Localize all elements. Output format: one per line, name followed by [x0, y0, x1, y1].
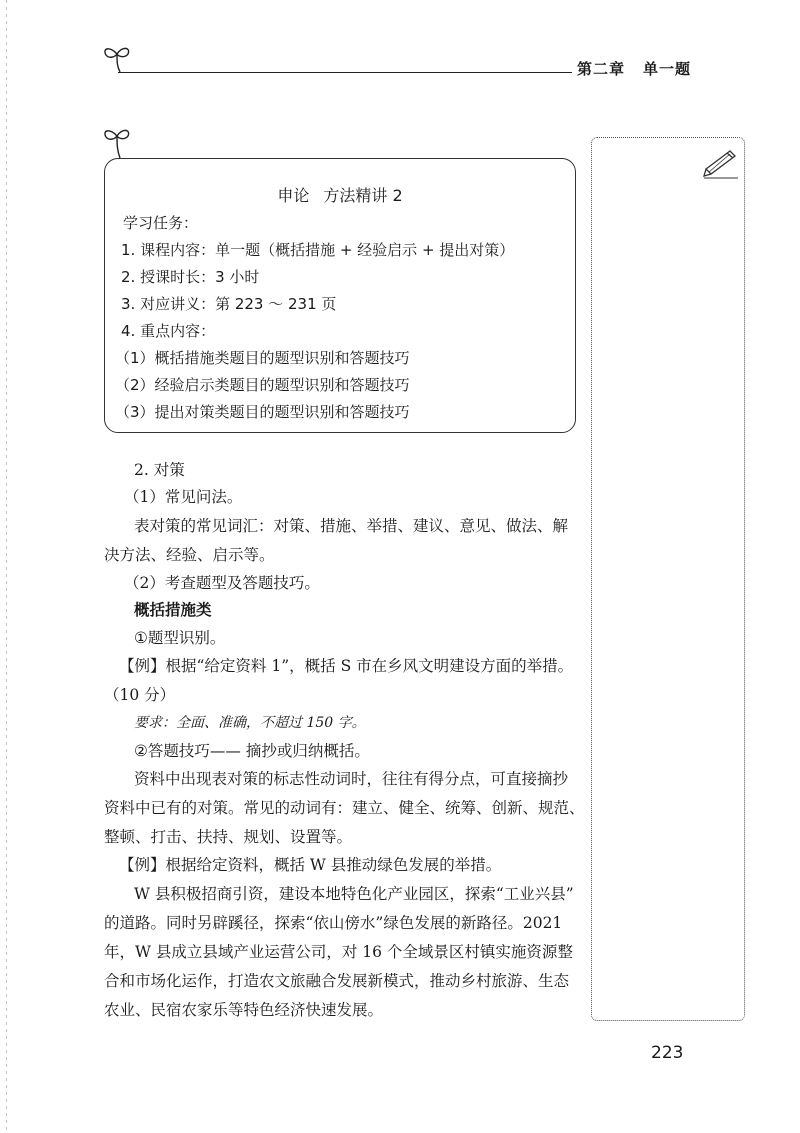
task-item: 4. 重点内容：: [121, 322, 216, 340]
category-heading: 概括措施类: [134, 601, 212, 619]
task-title-subject: 申论: [277, 186, 310, 205]
page-number: 223: [651, 1043, 684, 1063]
paragraph-line: 决方法、经验、启示等。: [104, 546, 275, 564]
section-label: 单一题: [643, 60, 692, 78]
paragraph-line: 的道路。同时另辟蹊径，探索“依山傍水”绿色发展的新路径。2021: [104, 914, 563, 932]
task-subitem: （2）经验启示类题目的题型识别和答题技巧: [115, 376, 410, 394]
section-heading: 2. 对策: [134, 461, 185, 479]
task-subitem: （1）概括措施类题目的题型识别和答题技巧: [115, 349, 410, 367]
task-title-lesson: 方法精讲 2: [323, 186, 403, 205]
task-title: [105, 183, 575, 206]
scan-edge-artifact: [6, 0, 9, 1133]
sprout-icon: [100, 44, 134, 74]
paragraph-line: 年，W 县成立县域产业运营公司，对 16 个全域景区村镇实施资源整: [104, 943, 573, 961]
subsection-heading: （1）常见问法。: [124, 488, 243, 506]
notes-column: [591, 137, 745, 1021]
step-heading: ②答题技巧—— 摘抄或归纳概括。: [134, 742, 370, 760]
task-subitem: （3）提出对策类题目的题型识别和答题技巧: [115, 403, 410, 421]
study-task-box: [104, 158, 576, 433]
step-heading: ①题型识别。: [134, 629, 226, 647]
task-heading: 学习任务：: [123, 214, 199, 232]
example-question: 【例】根据“给定资料 1”，概括 S 市在乡风文明建设方面的举措。: [119, 657, 574, 675]
chapter-heading: [577, 58, 691, 79]
header-rule: [118, 72, 572, 73]
subsection-heading: （2）考查题型及答题技巧。: [124, 574, 320, 592]
example-question: 【例】根据给定资料，概括 W 县推动绿色发展的举措。: [119, 856, 502, 874]
sprout-icon: [100, 124, 134, 158]
task-item: 2. 授课时长：3 小时: [121, 268, 260, 286]
chapter-label: 第二章: [577, 60, 626, 78]
paragraph-line: 资料中已有的对策。常见的动词有：建立、健全、统筹、创新、规范、: [104, 799, 585, 817]
task-item: 1. 课程内容：单一题（概括措施 + 经验启示 + 提出对策）: [121, 241, 515, 259]
paragraph-line: W 县积极招商引资，建设本地特色化产业园区，探索“工业兴县”: [134, 885, 574, 903]
example-score: （10 分）: [104, 686, 176, 704]
paragraph-line: 合和市场化运作，打造农文旅融合发展新模式，推动乡村旅游、生态: [104, 972, 570, 990]
task-item: 3. 对应讲义：第 223 ～ 231 页: [121, 295, 337, 313]
example-requirement: 要求：全面、准确，不超过 150 字。: [134, 715, 366, 731]
pencil-icon: [700, 145, 740, 179]
paragraph-line: 农业、民宿农家乐等特色经济快速发展。: [104, 1001, 384, 1019]
paragraph-line: 整顿、打击、扶持、规划、设置等。: [104, 828, 353, 846]
paragraph-line: 资料中出现表对策的标志性动词时，往往有得分点，可直接摘抄: [134, 770, 569, 788]
paragraph-line: 表对策的常见词汇：对策、措施、举措、建议、意见、做法、解: [134, 517, 569, 535]
